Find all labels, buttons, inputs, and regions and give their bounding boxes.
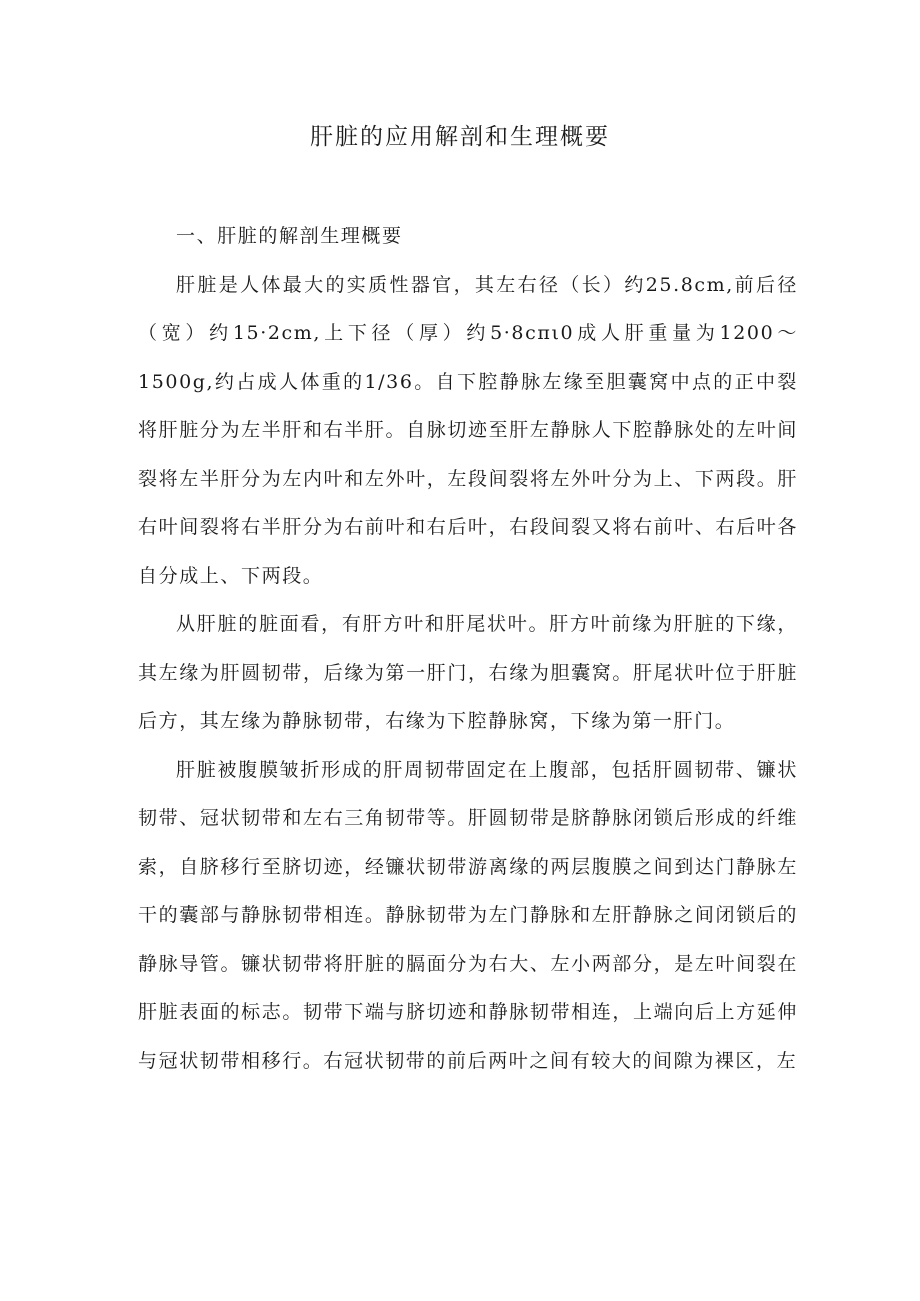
paragraph-liver-dimensions: 肝脏是人体最大的实质性器官，其左右径（长）约25.8cm,前后径（宽）约15·2cm,上下径（厚）约5·8cπι0成人肝重量为1200～1500g,约占成人体重的1/36。自下腔静脉左缘至胆囊窝中点的正中裂将肝脏分为左半肝和右半肝。自脉切迹至肝左静脉人下腔静脉处的左叶间裂将左半肝分为左内叶和左外叶，左段间裂将左外叶分为上、下两段。肝右叶间裂将右半肝分为右前叶和右后叶，右段间裂又将右前叶、右后叶各自分成上、下两段。 <box>138 273 798 587</box>
document-body <box>138 212 798 1085</box>
paragraph-ligaments: 肝脏被腹膜皱折形成的肝周韧带固定在上腹部，包括肝圆韧带、镰状韧带、冠状韧带和左右三角韧带等。肝圆韧带是脐静脉闭锁后形成的纤维索，自脐移行至脐切迹，经镰状韧带游离缘的两层腹膜之间到达门静脉左干的囊部与静脉韧带相连。静脉韧带为左门静脉和左肝静脉之间闭锁后的静脉导管。镰状韧带将肝脏的膈面分为右大、左小两部分，是左叶间裂在肝脏表面的标志。韧带下端与脐切迹和静脉韧带相连，上端向后上方延伸与冠状韧带相移行。右冠状韧带的前后两叶之间有较大的间隙为裸区，左 <box>138 758 798 1072</box>
section-heading: 一、肝脏的解剖生理概要 <box>176 225 403 247</box>
paragraph-visceral-surface: 从肝脏的脏面看，有肝方叶和肝尾状叶。肝方叶前缘为肝脏的下缘，其左缘为肝圆韧带，后缘为第一肝门，右缘为胆囊窝。肝尾状叶位于肝脏后方，其左缘为静脉韧带，右缘为下腔静脉窝，下缘为第一肝门。 <box>138 613 798 732</box>
document-title: 肝脏的应用解剖和生理概要 <box>310 124 610 150</box>
